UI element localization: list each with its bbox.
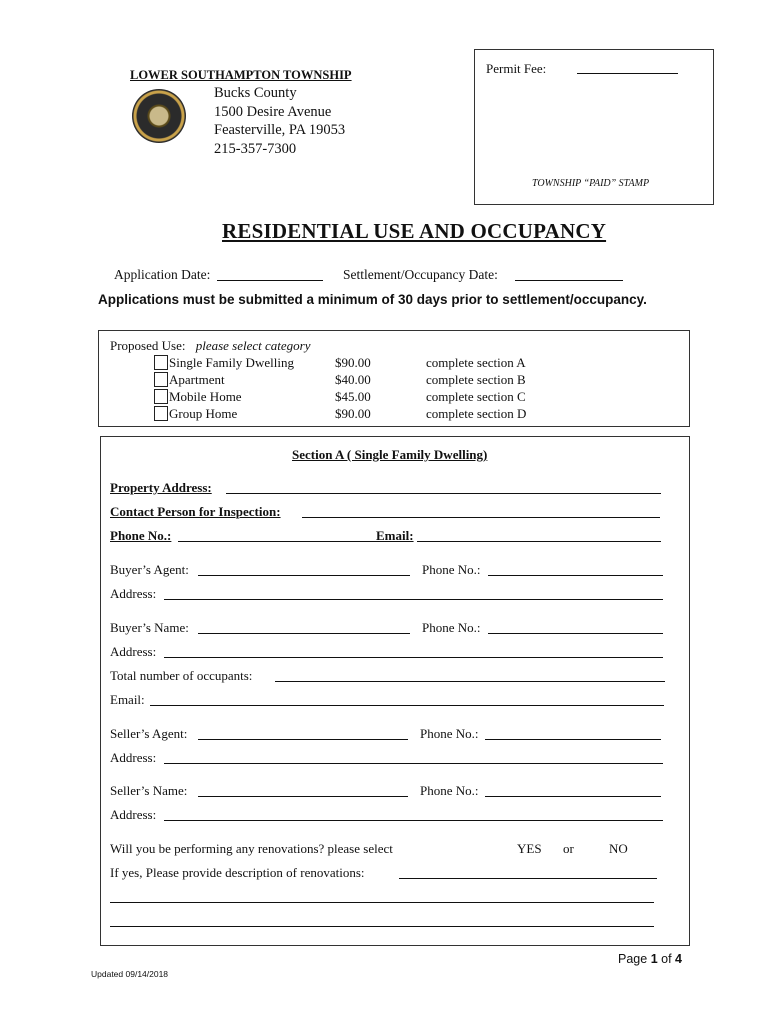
page-total: 4	[675, 952, 682, 966]
page-title: RESIDENTIAL USE AND OCCUPANCY	[222, 219, 607, 243]
contact-phone-field[interactable]	[178, 541, 376, 542]
fee-mobile-home: $45.00	[335, 389, 371, 404]
paid-stamp-label: TOWNSHIP “PAID” STAMP	[532, 178, 650, 189]
permit-fee-label: Permit Fee:	[486, 61, 547, 76]
application-date-field[interactable]	[217, 280, 323, 281]
application-date-label: Application Date:	[114, 267, 211, 282]
renovations-description-field[interactable]	[399, 878, 657, 879]
occupants-label: Total number of occupants:	[110, 668, 253, 683]
sellers-name-field[interactable]	[198, 796, 408, 797]
buyers-agent-phone-field[interactable]	[488, 575, 663, 576]
fee-single-family: $90.00	[335, 355, 371, 370]
proposed-use-label-text: Proposed Use:	[110, 338, 186, 353]
page-prefix: Page	[618, 952, 648, 966]
mobile-home-checkbox[interactable]	[154, 389, 168, 404]
contact-email-label: Email:	[376, 528, 414, 543]
section-group-home: complete section D	[426, 406, 527, 421]
buyers-name-field[interactable]	[198, 633, 410, 634]
renovations-no-option[interactable]: NO	[609, 841, 628, 856]
buyers-agent-address-label: Address:	[110, 586, 157, 601]
settlement-date-label: Settlement/Occupancy Date:	[343, 267, 498, 282]
county: Bucks County	[214, 85, 297, 101]
buyers-agent-field[interactable]	[198, 575, 410, 576]
renovations-or: or	[563, 841, 574, 856]
buyers-agent-phone-label: Phone No.:	[422, 562, 481, 577]
sellers-agent-address-field[interactable]	[164, 763, 663, 764]
renovations-yes-option[interactable]: YES	[517, 841, 542, 856]
renovations-question: Will you be performing any renovations? please select	[110, 841, 393, 856]
township-name: LOWER SOUTHAMPTON TOWNSHIP	[130, 68, 352, 82]
buyers-phone-label: Phone No.:	[422, 620, 481, 635]
sellers-agent-address-label: Address:	[110, 750, 157, 765]
buyers-email-field[interactable]	[150, 705, 664, 706]
option-single-family: Single Family Dwelling	[169, 355, 294, 370]
proposed-use-hint: please select category	[195, 338, 311, 353]
city: Feasterville, PA 19053	[214, 122, 346, 138]
renovations-description-line-3[interactable]	[110, 926, 654, 927]
buyers-address-field[interactable]	[164, 657, 663, 658]
permit-fee-field[interactable]	[577, 73, 678, 74]
street: 1500 Desire Avenue	[214, 103, 332, 120]
sellers-name-label: Seller’s Name:	[110, 783, 188, 798]
sellers-agent-label: Seller’s Agent:	[110, 726, 188, 741]
buyers-email-label: Email:	[110, 692, 145, 707]
sellers-agent-phone-label: Phone No.:	[420, 726, 479, 741]
page-number	[618, 951, 682, 967]
apartment-checkbox[interactable]	[154, 372, 168, 387]
sellers-address-label: Address:	[110, 807, 157, 822]
proposed-use-label	[110, 338, 311, 354]
updated-date: Updated 09/14/2018	[91, 969, 169, 979]
group-home-checkbox[interactable]	[154, 406, 168, 421]
buyers-name-label: Buyer’s Name:	[110, 620, 189, 635]
option-apartment: Apartment	[169, 372, 225, 387]
contact-email-field[interactable]	[417, 541, 661, 542]
page-of: of	[661, 952, 672, 966]
settlement-date-field[interactable]	[515, 280, 623, 281]
sellers-phone-label: Phone No.:	[420, 783, 479, 798]
buyers-agent-label: Buyer’s Agent:	[110, 562, 189, 577]
property-address-field[interactable]	[226, 493, 661, 494]
single-family-checkbox[interactable]	[154, 355, 168, 370]
buyers-address-label: Address:	[110, 644, 157, 659]
occupants-field[interactable]	[275, 681, 665, 682]
sellers-phone-field[interactable]	[485, 796, 661, 797]
buyers-phone-field[interactable]	[488, 633, 663, 634]
sellers-agent-field[interactable]	[198, 739, 408, 740]
sellers-agent-phone-field[interactable]	[485, 739, 661, 740]
submission-notice: Applications must be submitted a minimum of 30 days prior to settlement/occupancy.	[98, 292, 647, 307]
renovations-description-label: If yes, Please provide description of renovations:	[110, 865, 365, 880]
buyers-agent-address-field[interactable]	[164, 599, 663, 600]
renovations-description-line-2[interactable]	[110, 902, 654, 903]
phone: 215-357-7300	[214, 140, 297, 157]
page-current: 1	[650, 952, 658, 966]
option-mobile-home: Mobile Home	[169, 389, 242, 404]
section-apartment: complete section B	[426, 372, 526, 387]
option-group-home: Group Home	[169, 406, 238, 421]
sellers-address-field[interactable]	[164, 820, 663, 821]
fee-group-home: $90.00	[335, 406, 371, 421]
section-mobile-home: complete section C	[426, 389, 526, 404]
contact-person-label: Contact Person for Inspection:	[110, 504, 281, 519]
section-single-family: complete section A	[426, 355, 526, 370]
contact-phone-label: Phone No.:	[110, 528, 172, 543]
contact-person-field[interactable]	[302, 517, 660, 518]
township-seal-icon	[132, 89, 186, 143]
fee-apartment: $40.00	[335, 372, 371, 387]
property-address-label: Property Address:	[110, 480, 212, 495]
section-a-title: Section A ( Single Family Dwelling)	[292, 447, 488, 462]
township-address	[214, 84, 345, 158]
